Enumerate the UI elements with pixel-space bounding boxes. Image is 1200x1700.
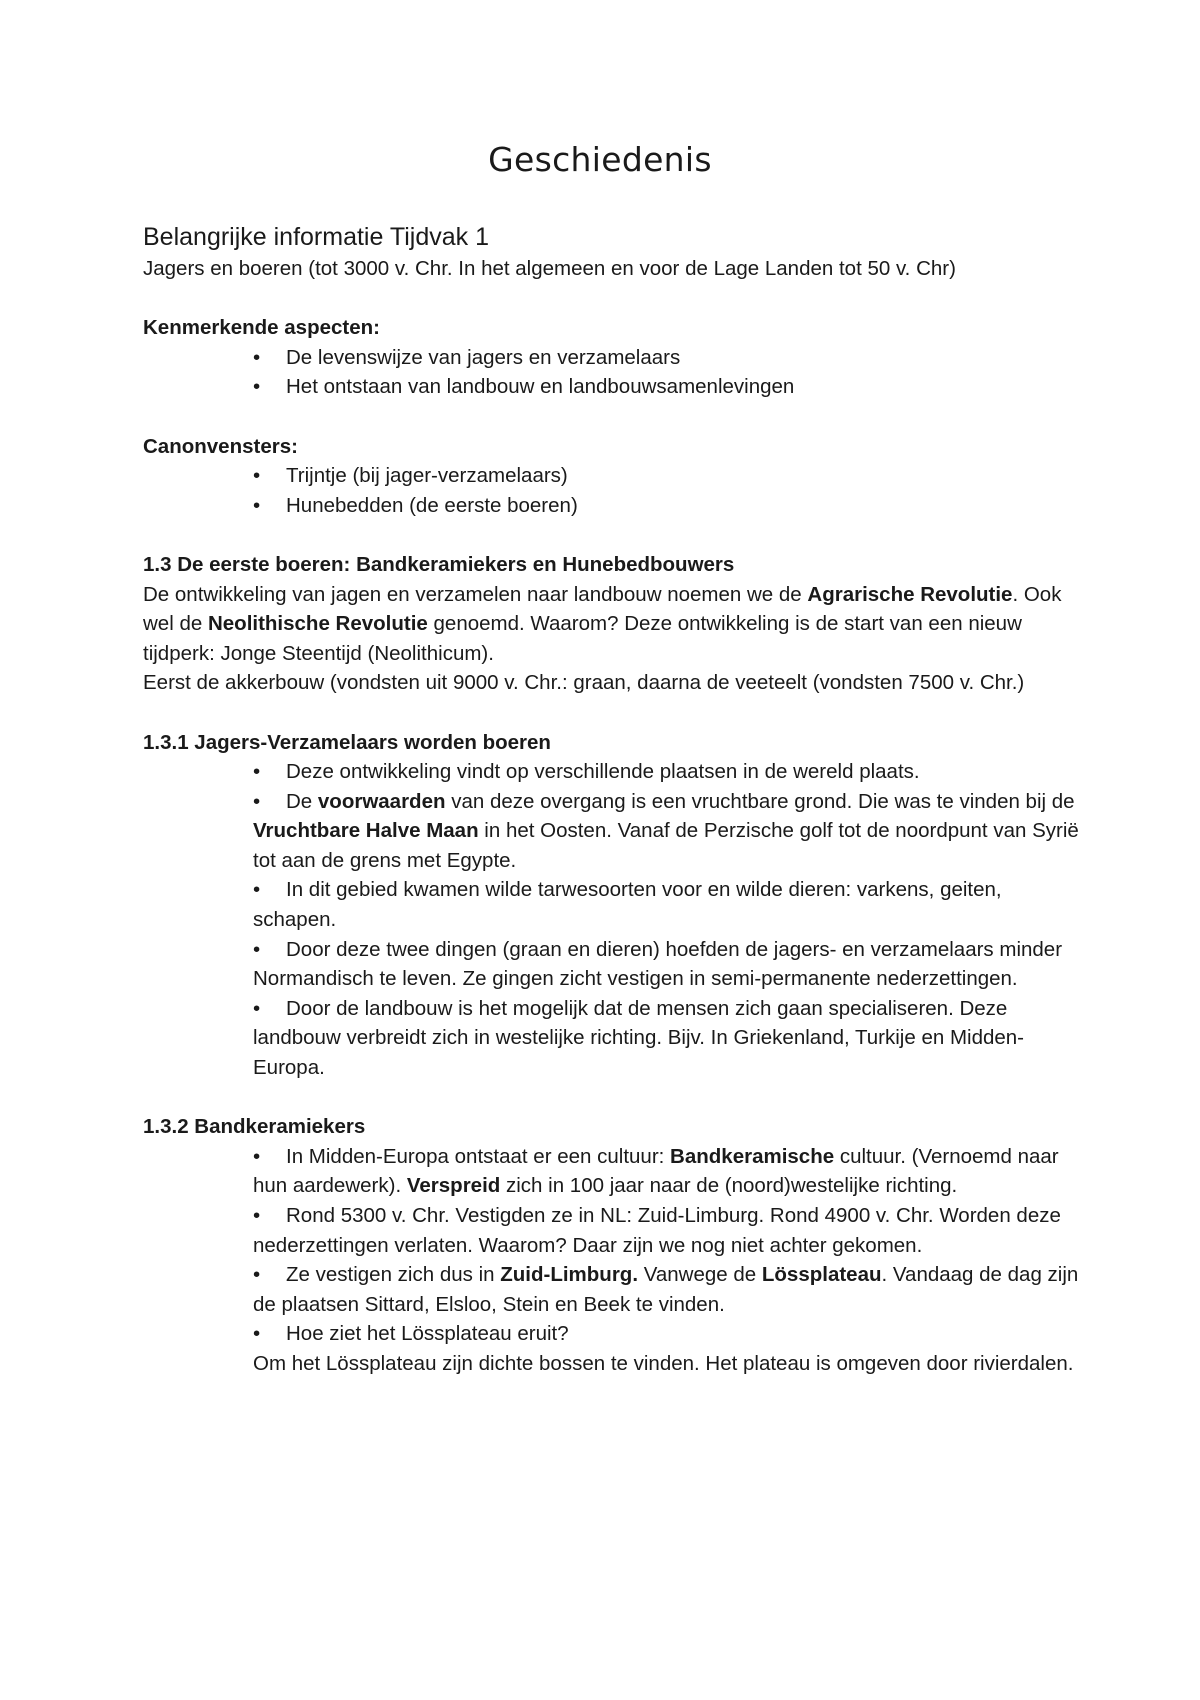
bullet-icon: •	[253, 464, 261, 488]
list-item: • Het ontstaan van landbouw en landbouwsamenlevingen	[143, 372, 1083, 402]
bullet-icon: •	[253, 937, 261, 961]
spacer	[143, 284, 1083, 314]
bullet-icon: •	[253, 375, 261, 399]
bullet-icon: •	[253, 1263, 261, 1287]
list-item: • De voorwaarden van deze overgang is een vruchtbare grond. Die was te vinden bij de Vruchtbare Halve Maan in het Oosten. Vanaf de Perzische golf tot de noordpunt van Syrië tot aan de grens met Egypte.	[143, 787, 1083, 876]
bullet-icon: •	[253, 760, 261, 784]
canon-label: Canonvensters:	[143, 434, 298, 458]
section-1-3-1-heading: 1.3.1 Jagers-Verzamelaars worden boeren	[143, 730, 551, 754]
bullet-icon: •	[253, 1204, 261, 1227]
list-item: • Door de landbouw is het mogelijk dat de mensen zich gaan specialiseren. Deze landbouw verbreidt zich in westelijke richting. Bijv. In Griekenland, Turkije en Midden-Europa.	[143, 994, 1083, 1083]
kenmerkende-label: Kenmerkende aspecten:	[143, 316, 380, 340]
list-item: • Rond 5300 v. Chr. Vestigden ze in NL: Zuid-Limburg. Rond 4900 v. Chr. Worden deze nederzettingen verlaten. Waarom? Daar zijn we nog niet achter gekomen.	[143, 1201, 1083, 1260]
kenmerkende-list	[143, 343, 1083, 402]
list-item: • De levenswijze van jagers en verzamelaars	[143, 343, 1083, 373]
bullet-icon: •	[253, 996, 261, 1020]
section-1-3-paragraph-1: De ontwikkeling van jagen en verzamelen naar landbouw noemen we de Agrarische Revolutie. Ook wel de Neolithische Revolutie genoemd. Waarom? Deze ontwikkeling is de start van een nieuw tijdperk: Jonge Steentijd (Neolithicum).	[143, 582, 1062, 665]
spacer	[143, 402, 1083, 432]
list-item: • Deze ontwikkeling vindt op verschillende plaatsen in de wereld plaats.	[143, 757, 1083, 787]
spacer	[143, 698, 1083, 728]
bullet-icon: •	[253, 345, 261, 369]
intro-heading: Belangrijke informatie Tijdvak 1	[143, 223, 489, 251]
list-item: • Door deze twee dingen (graan en dieren) hoefden de jagers- en verzamelaars minder Normandisch te leven. Ze gingen zicht vestigen in semi-permanente nederzettingen.	[143, 935, 1083, 994]
section-1-3-1-list	[143, 757, 1083, 1083]
bullet-icon: •	[253, 789, 261, 813]
section-1-3-2-list	[143, 1142, 1083, 1349]
section-1-3-heading: 1.3 De eerste boeren: Bandkeramiekers en Hunebedbouwers	[143, 552, 735, 576]
section-1-3-paragraph-2: Eerst de akkerbouw (vondsten uit 9000 v. Chr.: graan, daarna de veeteelt (vondsten 7500 v. Chr.)	[143, 671, 1025, 695]
document-title: Geschiedenis	[488, 140, 712, 179]
section-1-3-2-heading: 1.3.2 Bandkeramiekers	[143, 1115, 366, 1139]
canon-list	[143, 461, 1083, 520]
bullet-icon: •	[253, 1322, 261, 1346]
bullet-icon: •	[253, 1144, 261, 1168]
bullet-icon: •	[253, 493, 261, 517]
intro-subtitle: Jagers en boeren (tot 3000 v. Chr. In het algemeen en voor de Lage Landen tot 50 v. Chr)	[143, 257, 956, 280]
spacer	[143, 1083, 1083, 1113]
list-item: • Hoe ziet het Lössplateau eruit?	[143, 1319, 1083, 1349]
spacer	[143, 520, 1083, 550]
document-body	[143, 220, 1083, 1379]
list-item: • Hunebedden (de eerste boeren)	[143, 491, 1083, 521]
list-item: • Trijntje (bij jager-verzamelaars)	[143, 461, 1083, 491]
bullet-icon: •	[253, 878, 261, 902]
list-item: • Ze vestigen zich dus in Zuid-Limburg. Vanwege de Lössplateau. Vandaag de dag zijn de plaatsen Sittard, Elsloo, Stein en Beek te vinden.	[143, 1260, 1083, 1319]
list-item: • In dit gebied kwamen wilde tarwesoorten voor en wilde dieren: varkens, geiten, schapen.	[143, 875, 1083, 934]
list-item: • In Midden-Europa ontstaat er een cultuur: Bandkeramische cultuur. (Vernoemd naar hun aardewerk). Verspreid zich in 100 jaar naar de (noord)westelijke richting.	[143, 1142, 1083, 1201]
section-1-3-2-closing: Om het Lössplateau zijn dichte bossen te vinden. Het plateau is omgeven door rivierdalen.	[253, 1351, 1074, 1375]
